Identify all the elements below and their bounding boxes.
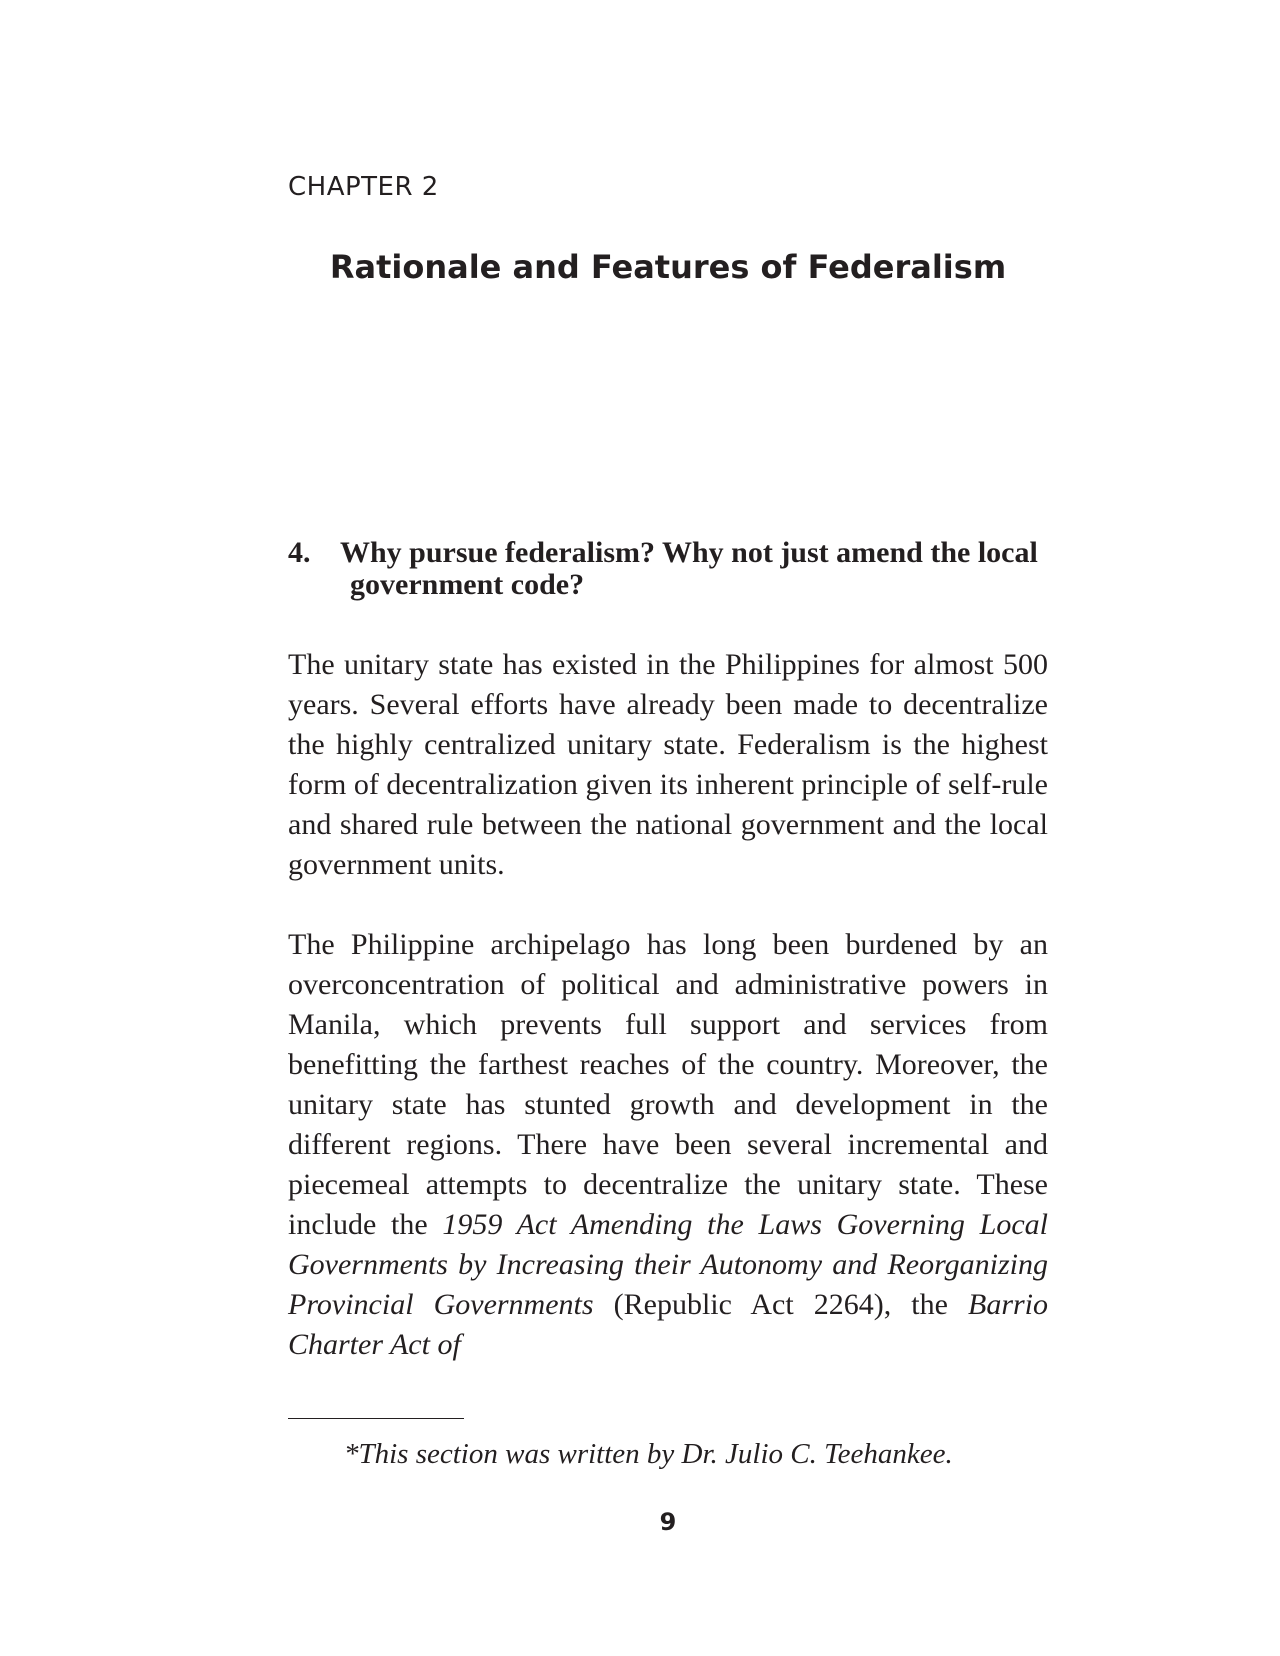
question-heading: [288, 537, 1048, 601]
question-line-1: Why pursue federalism? Why not just amend the local: [340, 536, 1038, 569]
chapter-label: CHAPTER 2: [288, 172, 439, 202]
paragraph-2-intro: The Philippine archipelago has long been burdened by an overconcentration of political and administrative powers in Manila, which prevents full support and services from benefitting the farthest reaches of the country. Moreover, the unitary state has stunted growth and development in the different regions. There have been several incremental and piecemeal attempts to decentralize the unitary state. These include the: [288, 928, 1048, 1241]
footnote: *This section was written by Dr. Julio C. Teehankee.: [344, 1438, 953, 1470]
paragraph-2-middle: (Republic Act 2264), the: [593, 1288, 968, 1321]
paragraph-2: [288, 925, 1048, 1365]
paragraph-1: The unitary state has existed in the Philippines for almost 500 years. Several efforts have already been made to decentralize the highly centralized unitary state. Federalism is the highest form of decentralization given its inherent principle of self-rule and shared rule between the national government and the local government units.: [288, 648, 1048, 881]
question-line-2: government code?: [350, 568, 585, 601]
law-title-barrio-charter: Barrio Charter Act of: [288, 1288, 1049, 1361]
footnote-divider: [288, 1418, 464, 1419]
chapter-title: Rationale and Features of Federalism: [329, 248, 1007, 286]
question-number: 4.: [288, 536, 311, 569]
page-number: 9: [659, 1508, 677, 1536]
law-title-ra2264: 1959 Act Amending the Laws Governing Local Governments by Increasing their Autonomy and Reorganizing Provincial Governments: [288, 1208, 1048, 1321]
